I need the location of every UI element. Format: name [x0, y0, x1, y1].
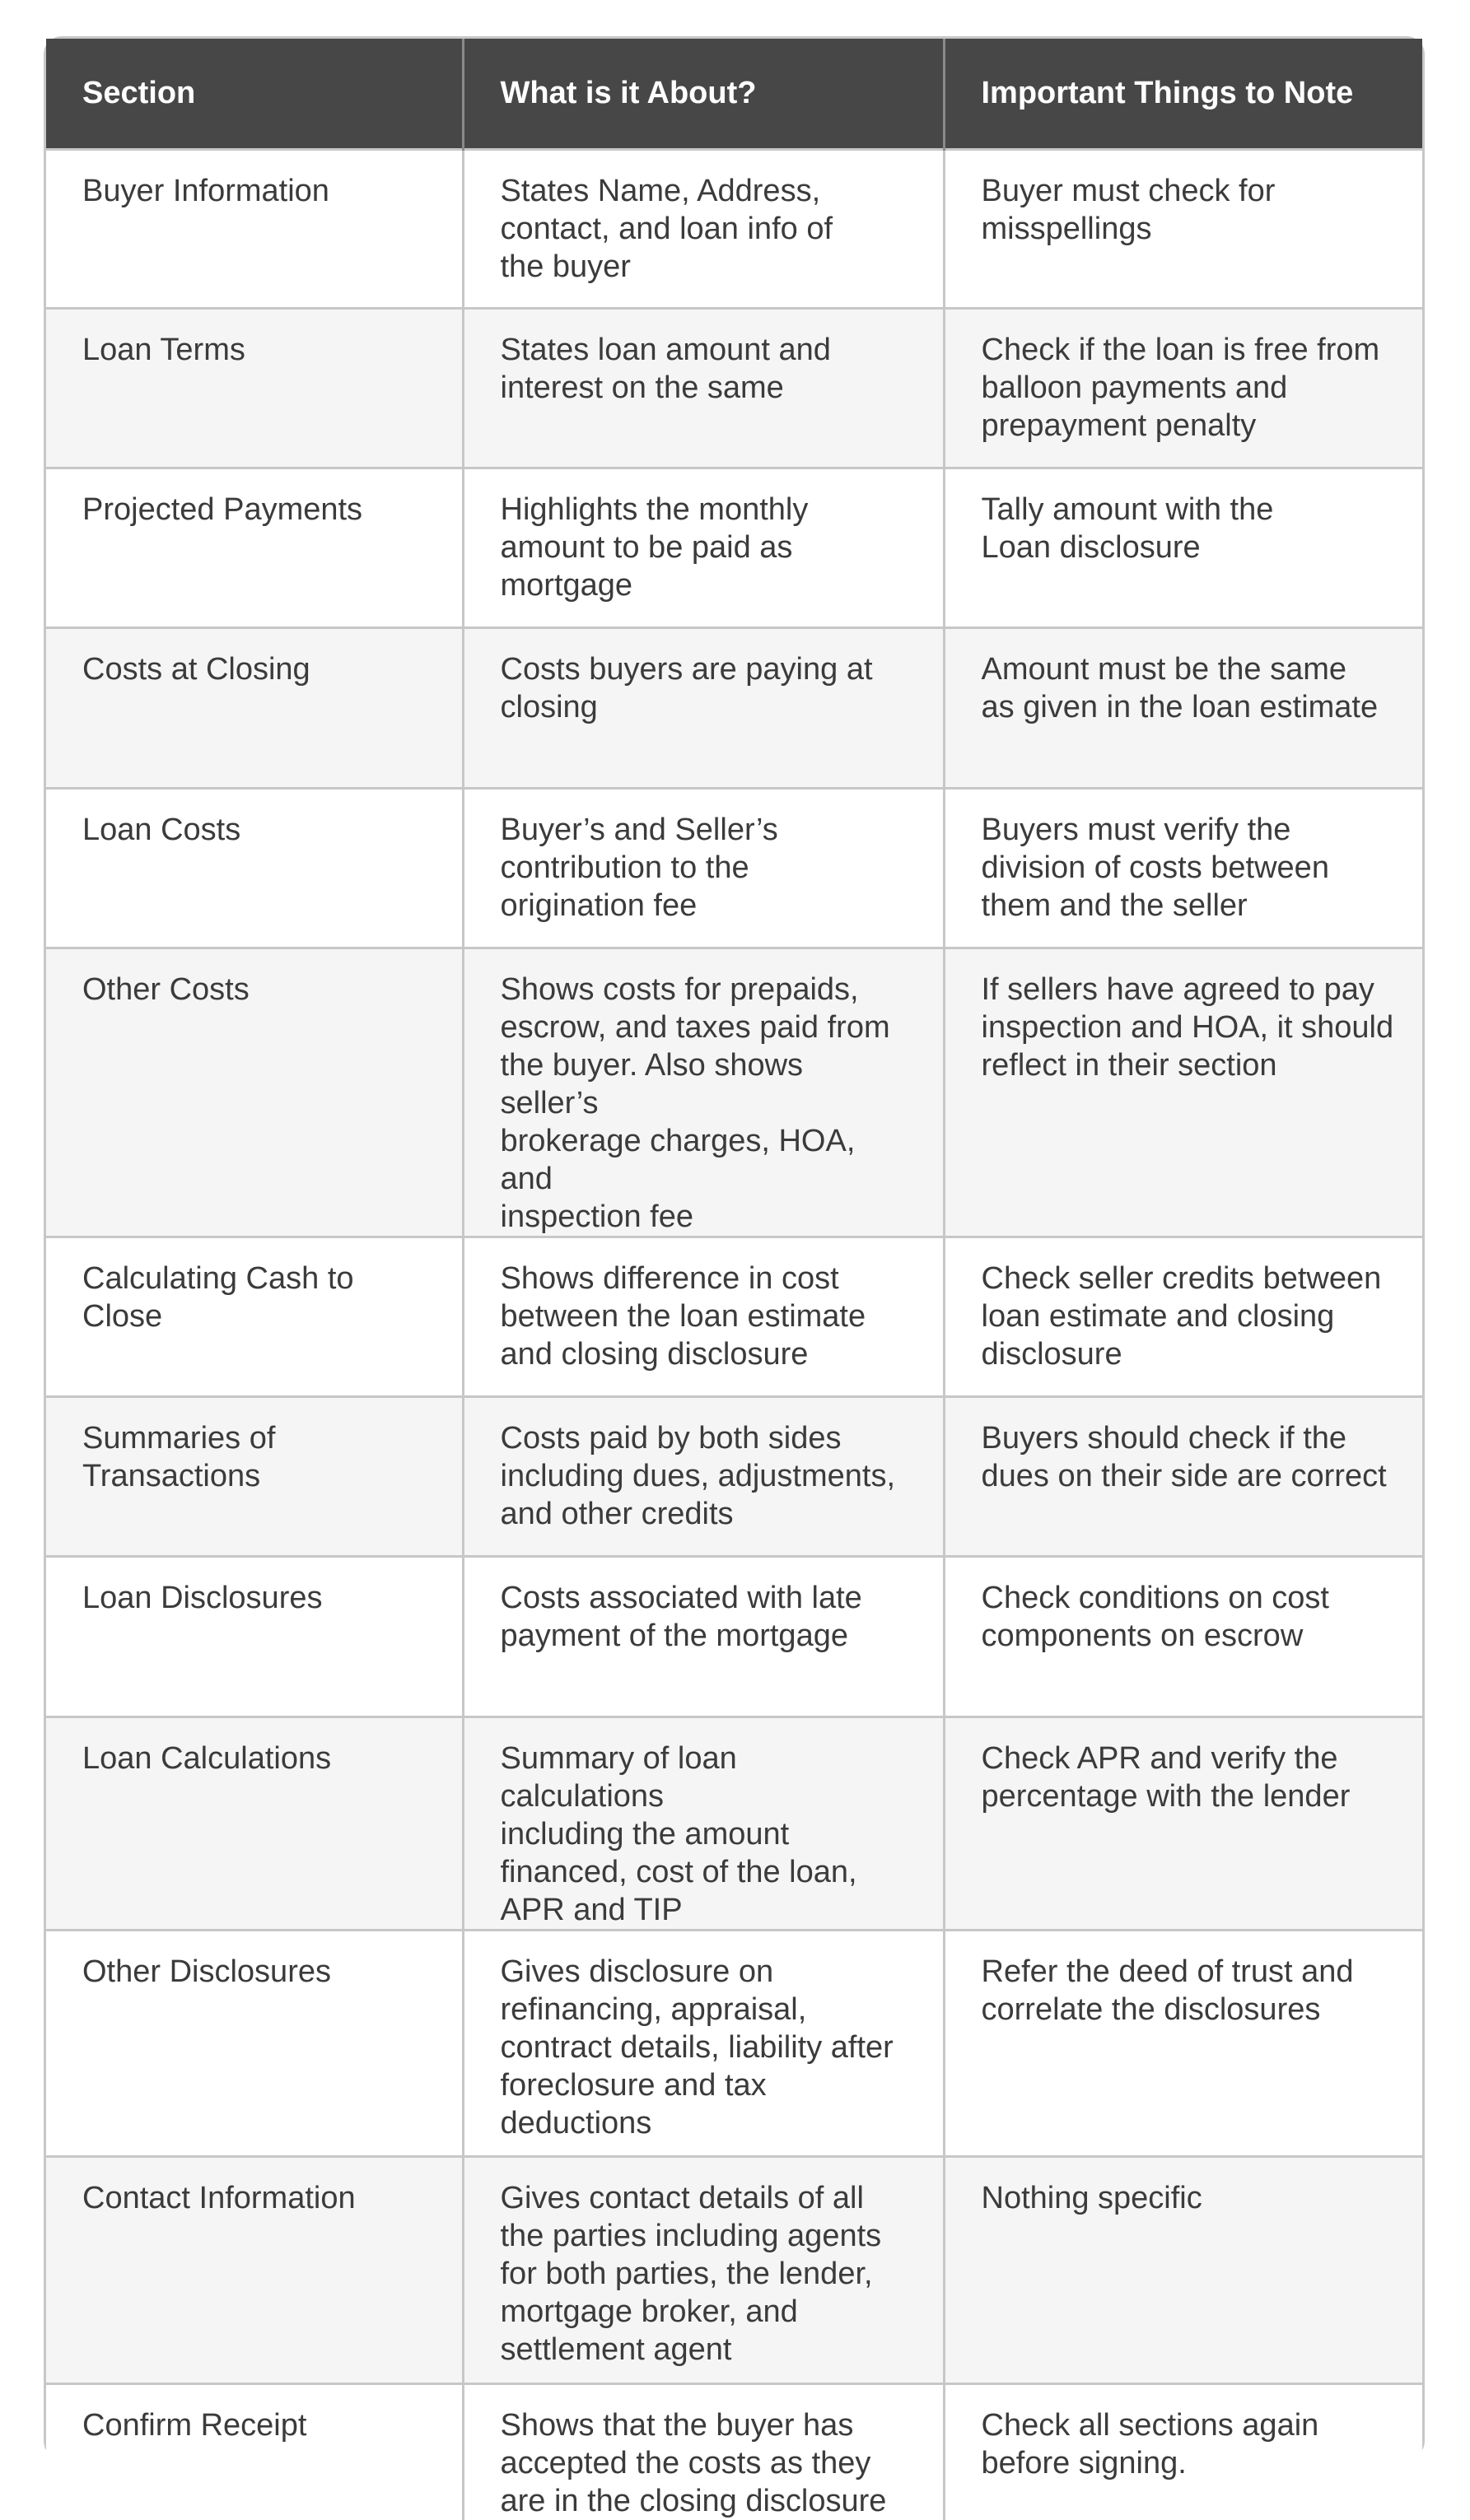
section-cell: Loan Terms	[46, 308, 463, 468]
about-cell: Gives contact details of all the parties including agents for both parties, the lender, mortgage broker, and settlement agent	[463, 2156, 944, 2383]
note-cell: Nothing specific	[944, 2156, 1422, 2383]
about-cell: Summary of loan calculations including the amount financed, cost of the loan, APR and TIP	[463, 1716, 944, 1930]
note-cell: Check all sections again before signing.	[944, 2383, 1422, 2520]
header-what-is-it-about: What is it About?	[463, 39, 944, 149]
note-cell: If sellers have agreed to pay inspection and HOA, it should reflect in their section	[944, 948, 1422, 1237]
note-cell: Check conditions on cost components on escrow	[944, 1556, 1422, 1716]
about-cell: Shows costs for prepaids, escrow, and taxes paid from the buyer. Also shows seller’s brokerage charges, HOA, and inspection fee	[463, 948, 944, 1237]
table-row	[46, 627, 1422, 788]
table-row	[46, 2156, 1422, 2383]
note-cell: Check APR and verify the percentage with the lender	[944, 1716, 1422, 1930]
about-cell: Shows difference in cost between the loan estimate and closing disclosure	[463, 1237, 944, 1396]
section-cell: Loan Calculations	[46, 1716, 463, 1930]
section-cell: Projected Payments	[46, 468, 463, 627]
about-cell: States Name, Address, contact, and loan info of the buyer	[463, 149, 944, 308]
section-cell: Costs at Closing	[46, 627, 463, 788]
section-cell: Other Costs	[46, 948, 463, 1237]
section-cell: Other Disclosures	[46, 1930, 463, 2156]
table-row	[46, 1716, 1422, 1930]
note-cell: Refer the deed of trust and correlate the disclosures	[944, 1930, 1422, 2156]
note-cell: Buyer must check for misspellings	[944, 149, 1422, 308]
table-row	[46, 2383, 1422, 2520]
table-row	[46, 948, 1422, 1237]
closing-disclosure-table	[44, 36, 1425, 2518]
table-row	[46, 149, 1422, 308]
header-section: Section	[46, 39, 463, 149]
about-cell: Buyer’s and Seller’s contribution to the origination fee	[463, 788, 944, 948]
section-cell: Buyer Information	[46, 149, 463, 308]
header-important-things-to-note: Important Things to Note	[944, 39, 1422, 149]
section-cell: Loan Costs	[46, 788, 463, 948]
note-cell: Buyers must verify the division of costs between them and the seller	[944, 788, 1422, 948]
about-cell: Shows that the buyer has accepted the costs as they are in the closing disclosure	[463, 2383, 944, 2520]
section-cell: Loan Disclosures	[46, 1556, 463, 1716]
note-cell: Buyers should check if the dues on their side are correct	[944, 1396, 1422, 1556]
table-row	[46, 1396, 1422, 1556]
about-cell: Costs buyers are paying at closing	[463, 627, 944, 788]
about-cell: States loan amount and interest on the same	[463, 308, 944, 468]
about-cell: Costs paid by both sides including dues, adjustments, and other credits	[463, 1396, 944, 1556]
table-row	[46, 1237, 1422, 1396]
note-cell: Check if the loan is free from balloon payments and prepayment penalty	[944, 308, 1422, 468]
section-cell: Contact Information	[46, 2156, 463, 2383]
about-cell: Costs associated with late payment of the mortgage	[463, 1556, 944, 1716]
table	[46, 39, 1422, 2520]
note-cell: Tally amount with the Loan disclosure	[944, 468, 1422, 627]
table-row	[46, 468, 1422, 627]
table-row	[46, 308, 1422, 468]
table-row	[46, 1930, 1422, 2156]
note-cell: Amount must be the same as given in the loan estimate	[944, 627, 1422, 788]
section-cell: Calculating Cash to Close	[46, 1237, 463, 1396]
table-header-row	[46, 39, 1422, 149]
table-row	[46, 788, 1422, 948]
section-cell: Summaries of Transactions	[46, 1396, 463, 1556]
note-cell: Check seller credits between loan estimate and closing disclosure	[944, 1237, 1422, 1396]
table-row	[46, 1556, 1422, 1716]
section-cell: Confirm Receipt	[46, 2383, 463, 2520]
about-cell: Gives disclosure on refinancing, appraisal, contract details, liability after foreclosure and tax deductions	[463, 1930, 944, 2156]
about-cell: Highlights the monthly amount to be paid as mortgage	[463, 468, 944, 627]
